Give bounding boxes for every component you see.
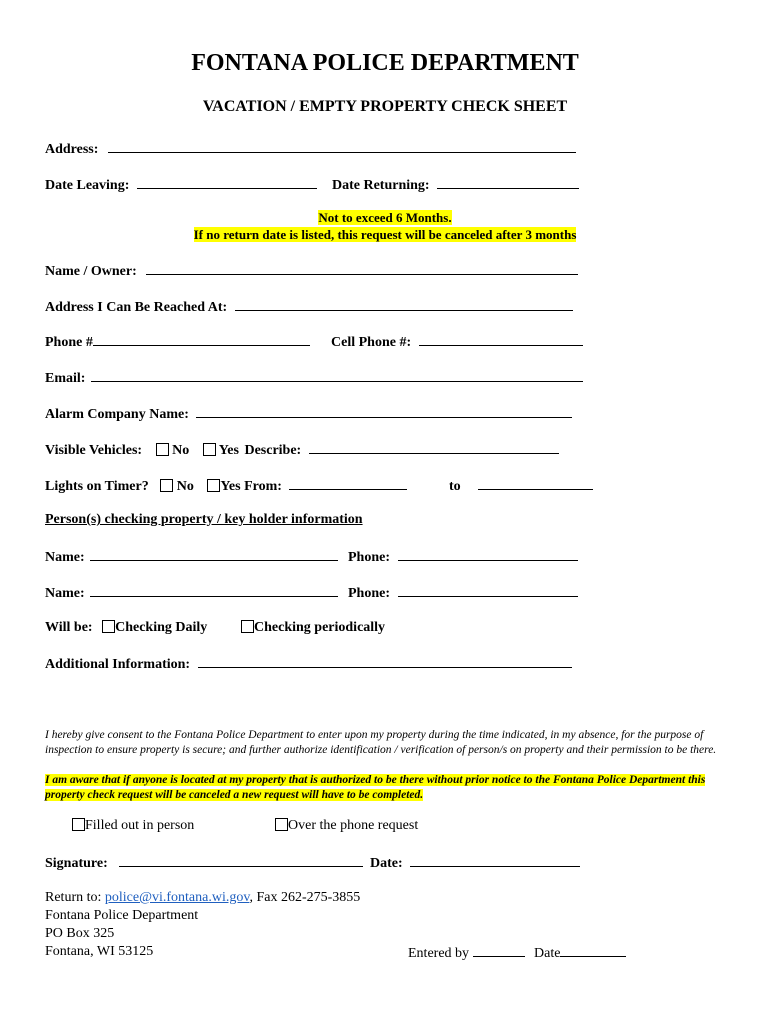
in-person-row — [72, 818, 194, 834]
additional-info-label: Additional Information: — [45, 657, 191, 672]
in-person-checkbox[interactable] — [72, 818, 85, 831]
lights-to-row — [449, 477, 593, 495]
date-leaving-row — [45, 176, 317, 194]
email-label: Email: — [45, 371, 86, 386]
will-be-label: Will be: — [45, 620, 93, 635]
lights-to-field[interactable] — [478, 477, 593, 490]
in-person-label: Filled out in person — [85, 818, 195, 833]
key-holder-heading: Person(s) checking property / key holder information — [45, 512, 363, 527]
reach-address-field[interactable] — [235, 298, 573, 311]
lights-from-field[interactable] — [289, 477, 407, 490]
date-returning-label: Date Returning: — [332, 178, 430, 193]
keyholder-2-name-row — [45, 584, 338, 602]
name-owner-field[interactable] — [146, 262, 578, 275]
phone-request-checkbox[interactable] — [275, 818, 288, 831]
will-be-row — [45, 620, 207, 636]
checking-periodically-checkbox[interactable] — [241, 620, 254, 633]
keyholder-2-phone-row — [348, 584, 578, 602]
cell-phone-field[interactable] — [419, 333, 583, 346]
reach-address-label: Address I Can Be Reached At: — [45, 300, 228, 315]
signature-date-row — [370, 854, 580, 872]
date-leaving-label: Date Leaving: — [45, 178, 130, 193]
address-row — [45, 140, 576, 158]
fax-text: , Fax 262-275-3855 — [249, 890, 361, 905]
address-label: Address: — [45, 142, 99, 157]
entered-date-label: Date — [534, 946, 561, 961]
keyholder-1-phone-field[interactable] — [398, 548, 578, 561]
consent-warning: I am aware that if anyone is located at my property that is authorized to be there without prior notice to the Fontana Police Department this property check request will be canceled a new request will have to be completed. — [45, 774, 706, 801]
footer-city: Fontana, WI 53125 — [45, 944, 154, 959]
keyholder-2-phone-field[interactable] — [398, 584, 578, 597]
vehicles-no-label: No — [172, 443, 190, 458]
consent-warning-block — [45, 773, 725, 803]
lights-timer-label: Lights on Timer? — [45, 479, 149, 494]
signature-label: Signature: — [45, 856, 108, 871]
checking-periodically-label: Checking periodically — [254, 620, 386, 635]
date-returning-field[interactable] — [437, 176, 579, 189]
alarm-company-field[interactable] — [196, 405, 572, 418]
email-field[interactable] — [91, 369, 583, 382]
lights-yes-label: Yes — [220, 479, 241, 494]
vehicles-describe-label: Describe: — [244, 443, 302, 458]
entered-by-field[interactable] — [473, 944, 525, 957]
cell-phone-row — [331, 333, 583, 351]
cell-phone-label: Cell Phone #: — [331, 335, 412, 350]
page-title: FONTANA POLICE DEPARTMENT — [191, 50, 579, 76]
keyholder-2-name-label: Name: — [45, 586, 85, 601]
notice-line-2 — [0, 227, 770, 243]
lights-from-label: From: — [244, 479, 282, 494]
entered-by-row — [408, 944, 626, 962]
notice-max-duration: Not to exceed 6 Months. — [318, 210, 452, 225]
keyholder-2-name-field[interactable] — [90, 584, 338, 597]
additional-info-field[interactable] — [198, 655, 572, 668]
footer-po-box: PO Box 325 — [45, 926, 115, 941]
phone-request-row — [275, 818, 418, 834]
visible-vehicles-row — [45, 441, 559, 459]
lights-timer-row — [45, 477, 407, 495]
visible-vehicles-label: Visible Vehicles: — [45, 443, 143, 458]
vehicles-no-checkbox[interactable] — [156, 443, 169, 456]
police-email-link[interactable]: police@vi.fontana.wi.gov — [104, 890, 250, 905]
date-returning-row — [332, 176, 579, 194]
signature-date-field[interactable] — [410, 854, 580, 867]
lights-no-label: No — [176, 479, 194, 494]
additional-info-row — [45, 655, 572, 673]
address-field[interactable] — [108, 140, 576, 153]
reach-address-row — [45, 298, 573, 316]
vehicles-yes-checkbox[interactable] — [203, 443, 216, 456]
signature-field[interactable] — [119, 854, 363, 867]
phone-label: Phone # — [45, 335, 93, 350]
checking-periodically-row — [241, 620, 385, 636]
lights-to-label: to — [449, 479, 461, 494]
keyholder-1-phone-label: Phone: — [348, 550, 390, 565]
return-to-line — [45, 890, 360, 906]
date-leaving-field[interactable] — [137, 176, 317, 189]
name-owner-row — [45, 262, 578, 280]
signature-row — [45, 854, 363, 872]
phone-request-label: Over the phone request — [288, 818, 419, 833]
keyholder-1-name-row — [45, 548, 338, 566]
vehicles-yes-label: Yes — [218, 443, 239, 458]
notice-cancel-policy: If no return date is listed, this request will be canceled after 3 months — [193, 227, 577, 242]
keyholder-1-name-label: Name: — [45, 550, 85, 565]
notice-line-1 — [0, 210, 770, 226]
return-to-label: Return to: — [45, 890, 105, 905]
page-subtitle: VACATION / EMPTY PROPERTY CHECK SHEET — [202, 98, 568, 115]
checking-daily-label: Checking Daily — [115, 620, 208, 635]
footer-department: Fontana Police Department — [45, 908, 199, 923]
phone-field[interactable] — [93, 333, 310, 346]
lights-no-checkbox[interactable] — [160, 479, 173, 492]
keyholder-1-name-field[interactable] — [90, 548, 338, 561]
signature-date-label: Date: — [370, 856, 403, 871]
phone-row — [45, 333, 310, 351]
keyholder-2-phone-label: Phone: — [348, 586, 390, 601]
name-owner-label: Name / Owner: — [45, 264, 137, 279]
email-row — [45, 369, 583, 387]
alarm-company-label: Alarm Company Name: — [45, 407, 189, 422]
keyholder-1-phone-row — [348, 548, 578, 566]
entered-by-label: Entered by — [408, 946, 470, 961]
entered-date-field[interactable] — [560, 944, 626, 957]
vehicles-describe-field[interactable] — [309, 441, 559, 454]
consent-text: I hereby give consent to the Fontana Police Department to enter upon my property during the time indicated, in my absence, for the purpose of inspection to ensure property is secure; and further authorize identification / verification of person/s on property and their permission to be there. — [45, 729, 717, 756]
alarm-company-row — [45, 405, 572, 423]
checking-daily-checkbox[interactable] — [102, 620, 115, 633]
lights-yes-checkbox[interactable] — [207, 479, 220, 492]
